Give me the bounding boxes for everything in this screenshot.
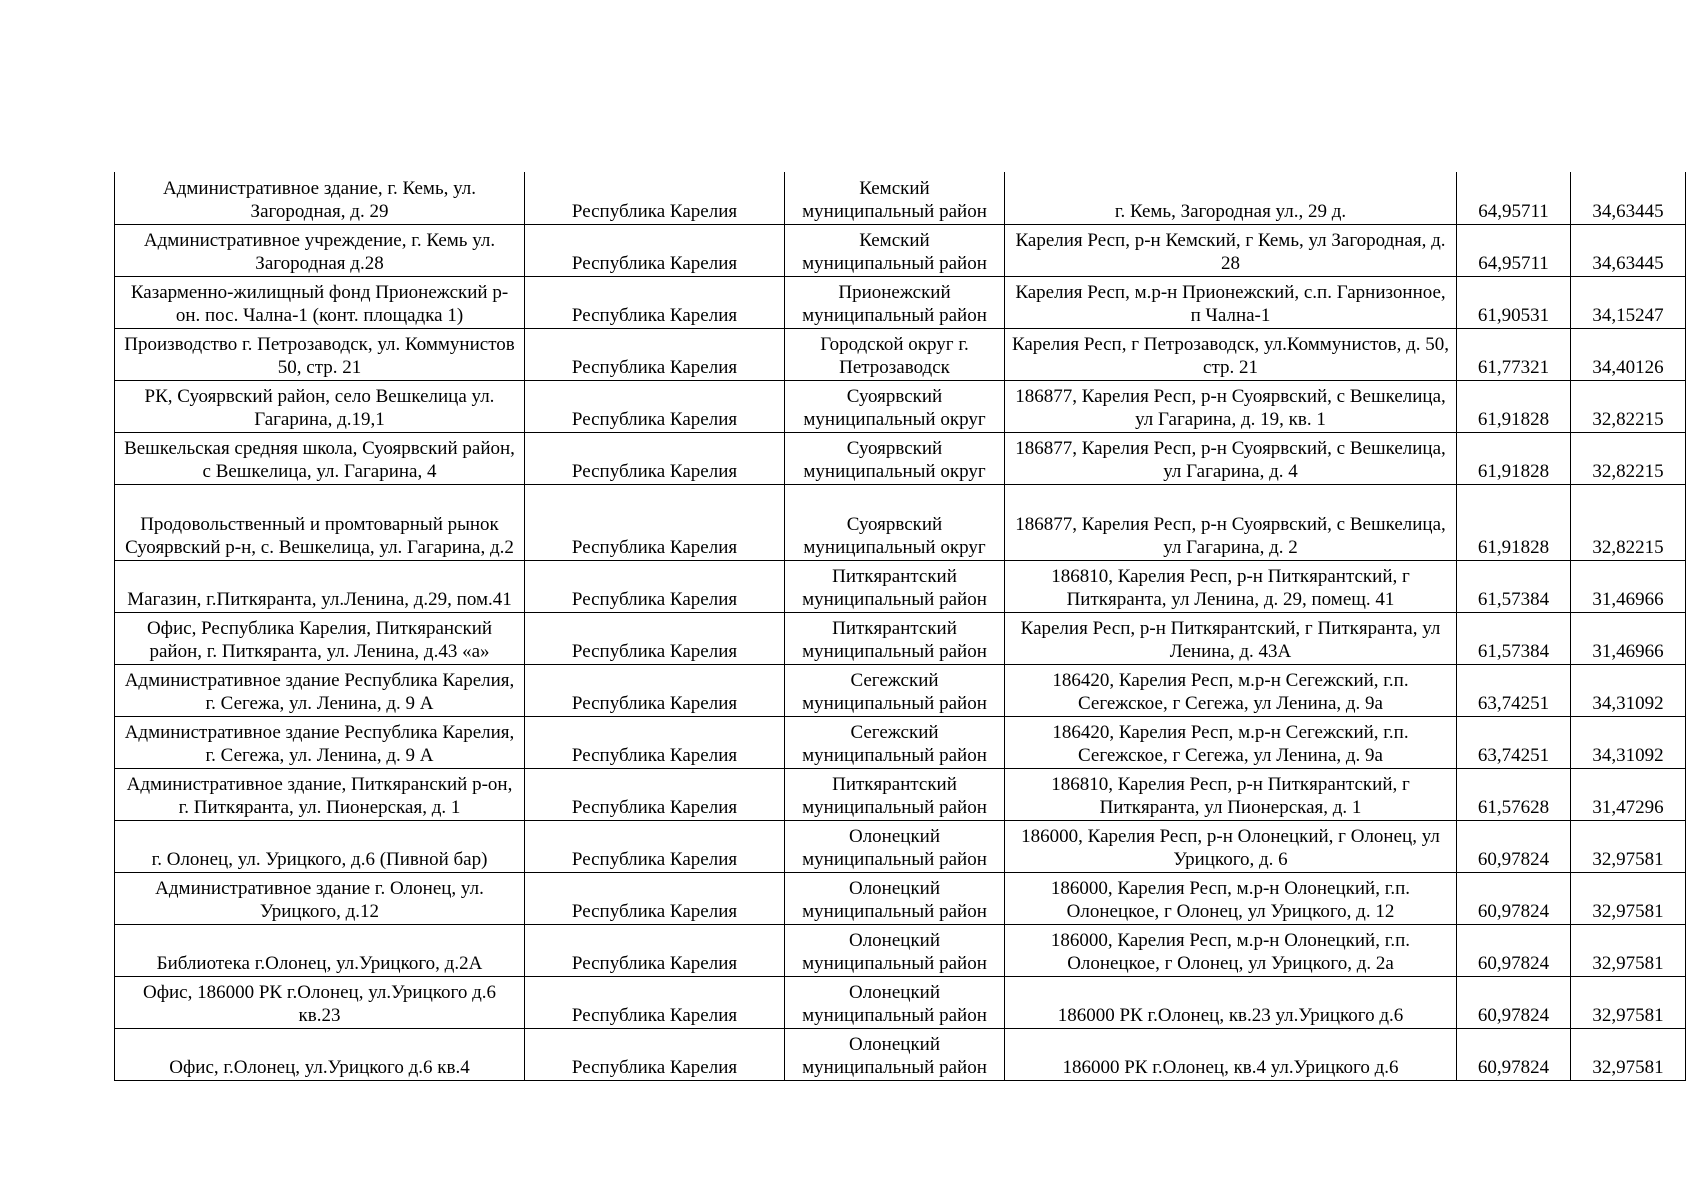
object-name-cell: Казарменно-жилищный фонд Прионежский р-он. пос. Чална-1 (конт. площадка 1) (115, 276, 525, 328)
table-row (115, 328, 1686, 380)
district-cell: Кемский муниципальный район (785, 224, 1005, 276)
latitude-cell: 61,57384 (1457, 560, 1571, 612)
object-name-cell: РК, Суоярвский район, село Вешкелица ул. Гагарина, д.19,1 (115, 380, 525, 432)
region-cell: Республика Карелия (525, 560, 785, 612)
address-cell: 186810, Карелия Респ, р-н Питкярантский, г Питкяранта, ул Пионерская, д. 1 (1005, 768, 1457, 820)
object-name-cell: Офис, Республика Карелия, Питкяранский район, г. Питкяранта, ул. Ленина, д.43 «а» (115, 612, 525, 664)
address-cell: 186000, Карелия Респ, м.р-н Олонецкий, г.п. Олонецкое, г Олонец, ул Урицкого, д. 12 (1005, 872, 1457, 924)
object-name-cell: Библиотека г.Олонец, ул.Урицкого, д.2А (115, 924, 525, 976)
longitude-cell: 32,97581 (1571, 976, 1686, 1028)
object-name-cell: Административное здание Республика Карелия, г. Сегежа, ул. Ленина, д. 9 А (115, 716, 525, 768)
region-cell: Республика Карелия (525, 820, 785, 872)
latitude-cell: 60,97824 (1457, 872, 1571, 924)
region-cell: Республика Карелия (525, 432, 785, 484)
table-row (115, 1028, 1686, 1080)
address-cell: Карелия Респ, м.р-н Прионежский, с.п. Гарнизонное, п Чална-1 (1005, 276, 1457, 328)
table-row (115, 768, 1686, 820)
region-cell: Республика Карелия (525, 924, 785, 976)
longitude-cell: 32,82215 (1571, 484, 1686, 560)
longitude-cell: 32,82215 (1571, 380, 1686, 432)
object-name-cell: Административное здание, Питкяранский р-он, г. Питкяранта, ул. Пионерская, д. 1 (115, 768, 525, 820)
table-row (115, 872, 1686, 924)
table-body (115, 172, 1686, 1080)
region-cell: Республика Карелия (525, 612, 785, 664)
table-row (115, 560, 1686, 612)
object-name-cell: Административное учреждение, г. Кемь ул. Загородная д.28 (115, 224, 525, 276)
longitude-cell: 31,46966 (1571, 560, 1686, 612)
latitude-cell: 60,97824 (1457, 820, 1571, 872)
longitude-cell: 32,97581 (1571, 872, 1686, 924)
district-cell: Суоярвский муниципальный округ (785, 484, 1005, 560)
longitude-cell: 34,63445 (1571, 224, 1686, 276)
latitude-cell: 61,77321 (1457, 328, 1571, 380)
longitude-cell: 34,15247 (1571, 276, 1686, 328)
table-row (115, 484, 1686, 560)
objects-table (114, 172, 1686, 1081)
longitude-cell: 32,97581 (1571, 924, 1686, 976)
table-row (115, 224, 1686, 276)
region-cell: Республика Карелия (525, 224, 785, 276)
longitude-cell: 32,97581 (1571, 820, 1686, 872)
table-row (115, 432, 1686, 484)
district-cell: Питкярантский муниципальный район (785, 768, 1005, 820)
address-cell: Карелия Респ, р-н Питкярантский, г Питкяранта, ул Ленина, д. 43А (1005, 612, 1457, 664)
district-cell: Прионежский муниципальный район (785, 276, 1005, 328)
region-cell: Республика Карелия (525, 276, 785, 328)
region-cell: Республика Карелия (525, 872, 785, 924)
table-row (115, 820, 1686, 872)
latitude-cell: 60,97824 (1457, 1028, 1571, 1080)
latitude-cell: 61,90531 (1457, 276, 1571, 328)
longitude-cell: 34,31092 (1571, 716, 1686, 768)
region-cell: Республика Карелия (525, 1028, 785, 1080)
latitude-cell: 60,97824 (1457, 976, 1571, 1028)
region-cell: Республика Карелия (525, 484, 785, 560)
district-cell: Олонецкий муниципальный район (785, 872, 1005, 924)
object-name-cell: Офис, г.Олонец, ул.Урицкого д.6 кв.4 (115, 1028, 525, 1080)
district-cell: Олонецкий муниципальный район (785, 976, 1005, 1028)
district-cell: Городской округ г. Петрозаводск (785, 328, 1005, 380)
table-row (115, 924, 1686, 976)
object-name-cell: Административное здание Республика Карелия, г. Сегежа, ул. Ленина, д. 9 А (115, 664, 525, 716)
table-row (115, 276, 1686, 328)
longitude-cell: 32,97581 (1571, 1028, 1686, 1080)
address-cell: 186877, Карелия Респ, р-н Суоярвский, с Вешкелица, ул Гагарина, д. 19, кв. 1 (1005, 380, 1457, 432)
district-cell: Питкярантский муниципальный район (785, 560, 1005, 612)
region-cell: Республика Карелия (525, 664, 785, 716)
table-row (115, 716, 1686, 768)
object-name-cell: Магазин, г.Питкяранта, ул.Ленина, д.29, пом.41 (115, 560, 525, 612)
address-cell: Карелия Респ, г Петрозаводск, ул.Коммунистов, д. 50, стр. 21 (1005, 328, 1457, 380)
address-cell: Карелия Респ, р-н Кемский, г Кемь, ул Загородная, д. 28 (1005, 224, 1457, 276)
longitude-cell: 34,40126 (1571, 328, 1686, 380)
address-cell: 186810, Карелия Респ, р-н Питкярантский, г Питкяранта, ул Ленина, д. 29, помещ. 41 (1005, 560, 1457, 612)
longitude-cell: 34,63445 (1571, 172, 1686, 224)
region-cell: Республика Карелия (525, 768, 785, 820)
address-cell: 186000, Карелия Респ, м.р-н Олонецкий, г.п. Олонецкое, г Олонец, ул Урицкого, д. 2а (1005, 924, 1457, 976)
district-cell: Питкярантский муниципальный район (785, 612, 1005, 664)
address-cell: 186420, Карелия Респ, м.р-н Сегежский, г.п. Сегежское, г Сегежа, ул Ленина, д. 9а (1005, 716, 1457, 768)
latitude-cell: 64,95711 (1457, 224, 1571, 276)
address-cell: 186877, Карелия Респ, р-н Суоярвский, с Вешкелица, ул Гагарина, д. 4 (1005, 432, 1457, 484)
address-cell: 186000 РК г.Олонец, кв.23 ул.Урицкого д.6 (1005, 976, 1457, 1028)
latitude-cell: 63,74251 (1457, 664, 1571, 716)
address-cell: 186000 РК г.Олонец, кв.4 ул.Урицкого д.6 (1005, 1028, 1457, 1080)
address-cell: г. Кемь, Загородная ул., 29 д. (1005, 172, 1457, 224)
table-row (115, 380, 1686, 432)
object-name-cell: Административное здание, г. Кемь, ул. Загородная, д. 29 (115, 172, 525, 224)
table-row (115, 172, 1686, 224)
district-cell: Сегежский муниципальный район (785, 664, 1005, 716)
region-cell: Республика Карелия (525, 380, 785, 432)
latitude-cell: 60,97824 (1457, 924, 1571, 976)
table-row (115, 664, 1686, 716)
latitude-cell: 61,57628 (1457, 768, 1571, 820)
district-cell: Олонецкий муниципальный район (785, 1028, 1005, 1080)
object-name-cell: г. Олонец, ул. Урицкого, д.6 (Пивной бар) (115, 820, 525, 872)
longitude-cell: 31,47296 (1571, 768, 1686, 820)
latitude-cell: 61,91828 (1457, 484, 1571, 560)
latitude-cell: 61,57384 (1457, 612, 1571, 664)
object-name-cell: Административное здание г. Олонец, ул. Урицкого, д.12 (115, 872, 525, 924)
region-cell: Республика Карелия (525, 172, 785, 224)
latitude-cell: 61,91828 (1457, 380, 1571, 432)
district-cell: Олонецкий муниципальный район (785, 820, 1005, 872)
object-name-cell: Производство г. Петрозаводск, ул. Коммунистов 50, стр. 21 (115, 328, 525, 380)
latitude-cell: 63,74251 (1457, 716, 1571, 768)
object-name-cell: Вешкельская средняя школа, Суоярвский район, с Вешкелица, ул. Гагарина, 4 (115, 432, 525, 484)
region-cell: Республика Карелия (525, 976, 785, 1028)
address-cell: 186420, Карелия Респ, м.р-н Сегежский, г.п. Сегежское, г Сегежа, ул Ленина, д. 9а (1005, 664, 1457, 716)
object-name-cell: Офис, 186000 РК г.Олонец, ул.Урицкого д.6 кв.23 (115, 976, 525, 1028)
region-cell: Республика Карелия (525, 328, 785, 380)
longitude-cell: 32,82215 (1571, 432, 1686, 484)
region-cell: Республика Карелия (525, 716, 785, 768)
latitude-cell: 64,95711 (1457, 172, 1571, 224)
address-cell: 186877, Карелия Респ, р-н Суоярвский, с Вешкелица, ул Гагарина, д. 2 (1005, 484, 1457, 560)
table-row (115, 976, 1686, 1028)
district-cell: Сегежский муниципальный район (785, 716, 1005, 768)
district-cell: Суоярвский муниципальный округ (785, 432, 1005, 484)
district-cell: Олонецкий муниципальный район (785, 924, 1005, 976)
object-name-cell: Продовольственный и промтоварный рынок Суоярвский р-н, с. Вешкелица, ул. Гагарина, д.2 (115, 484, 525, 560)
latitude-cell: 61,91828 (1457, 432, 1571, 484)
district-cell: Кемский муниципальный район (785, 172, 1005, 224)
table-row (115, 612, 1686, 664)
district-cell: Суоярвский муниципальный округ (785, 380, 1005, 432)
longitude-cell: 31,46966 (1571, 612, 1686, 664)
longitude-cell: 34,31092 (1571, 664, 1686, 716)
address-cell: 186000, Карелия Респ, р-н Олонецкий, г Олонец, ул Урицкого, д. 6 (1005, 820, 1457, 872)
